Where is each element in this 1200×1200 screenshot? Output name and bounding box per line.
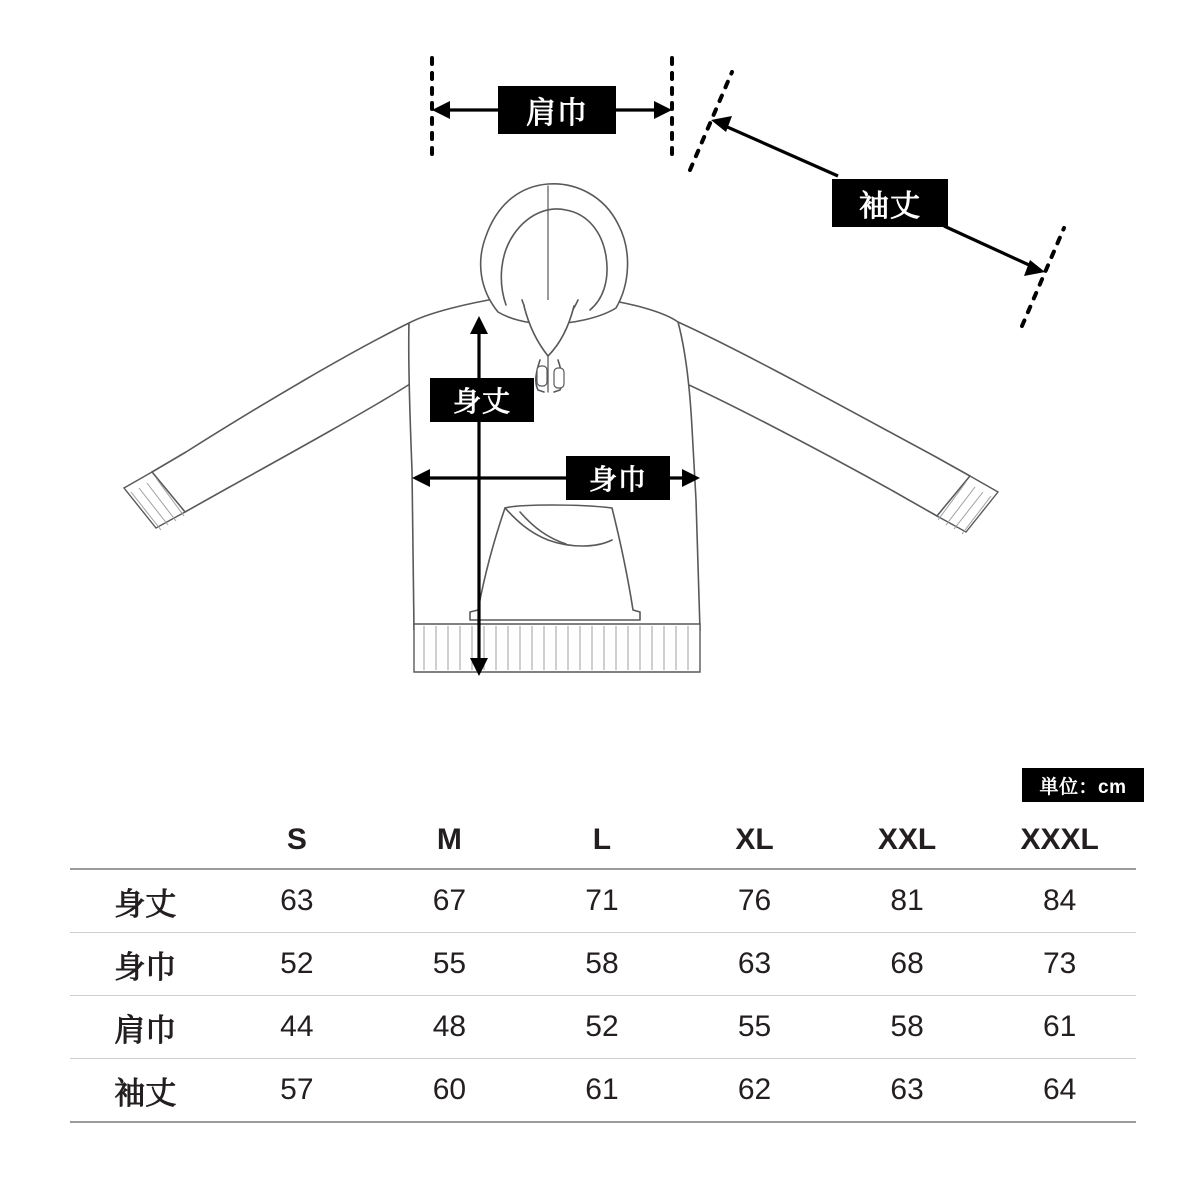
cell-body-width-l: 58 <box>526 933 679 996</box>
column-header-l: L <box>526 812 679 869</box>
table-header-row <box>70 812 1136 869</box>
cell-sleeve-length-xl: 62 <box>678 1059 831 1123</box>
column-header-blank <box>70 812 221 869</box>
cell-sleeve-length-xxxl: 64 <box>983 1059 1136 1123</box>
cell-body-length-xxl: 81 <box>831 869 984 933</box>
unit-badge: 単位：cm <box>1022 768 1144 802</box>
row-header-body-width: 身巾 <box>70 933 221 996</box>
label-body-length: 身丈 <box>430 378 534 422</box>
cell-body-length-xxxl: 84 <box>983 869 1136 933</box>
label-sleeve-length: 袖丈 <box>832 179 948 227</box>
cell-body-length-xl: 76 <box>678 869 831 933</box>
cell-shoulder-width-xl: 55 <box>678 996 831 1059</box>
label-body-width: 身巾 <box>566 456 670 500</box>
cell-body-width-xxxl: 73 <box>983 933 1136 996</box>
hoodie-shape <box>152 184 970 636</box>
cell-sleeve-length-l: 61 <box>526 1059 679 1123</box>
column-header-xl: XL <box>678 812 831 869</box>
cell-body-width-m: 55 <box>373 933 526 996</box>
cell-shoulder-width-l: 52 <box>526 996 679 1059</box>
table-row <box>70 996 1136 1059</box>
cell-body-width-s: 52 <box>221 933 374 996</box>
size-chart-table <box>70 812 1136 1123</box>
cell-body-width-xxl: 68 <box>831 933 984 996</box>
table-row <box>70 1059 1136 1123</box>
row-header-sleeve-length: 袖丈 <box>70 1059 221 1123</box>
cell-sleeve-length-m: 60 <box>373 1059 526 1123</box>
column-header-m: M <box>373 812 526 869</box>
cell-shoulder-width-m: 48 <box>373 996 526 1059</box>
cell-shoulder-width-s: 44 <box>221 996 374 1059</box>
column-header-xxxl: XXXL <box>983 812 1136 869</box>
label-shoulder-width: 肩巾 <box>498 86 616 134</box>
column-header-xxl: XXL <box>831 812 984 869</box>
cell-body-length-l: 71 <box>526 869 679 933</box>
column-header-s: S <box>221 812 374 869</box>
cell-body-length-s: 63 <box>221 869 374 933</box>
cell-body-width-xl: 63 <box>678 933 831 996</box>
cell-body-length-m: 67 <box>373 869 526 933</box>
row-header-body-length: 身丈 <box>70 869 221 933</box>
row-header-shoulder-width: 肩巾 <box>70 996 221 1059</box>
cell-sleeve-length-s: 57 <box>221 1059 374 1123</box>
cell-shoulder-width-xxl: 58 <box>831 996 984 1059</box>
cell-shoulder-width-xxxl: 61 <box>983 996 1136 1059</box>
cell-sleeve-length-xxl: 63 <box>831 1059 984 1123</box>
table-row <box>70 869 1136 933</box>
table-row <box>70 933 1136 996</box>
